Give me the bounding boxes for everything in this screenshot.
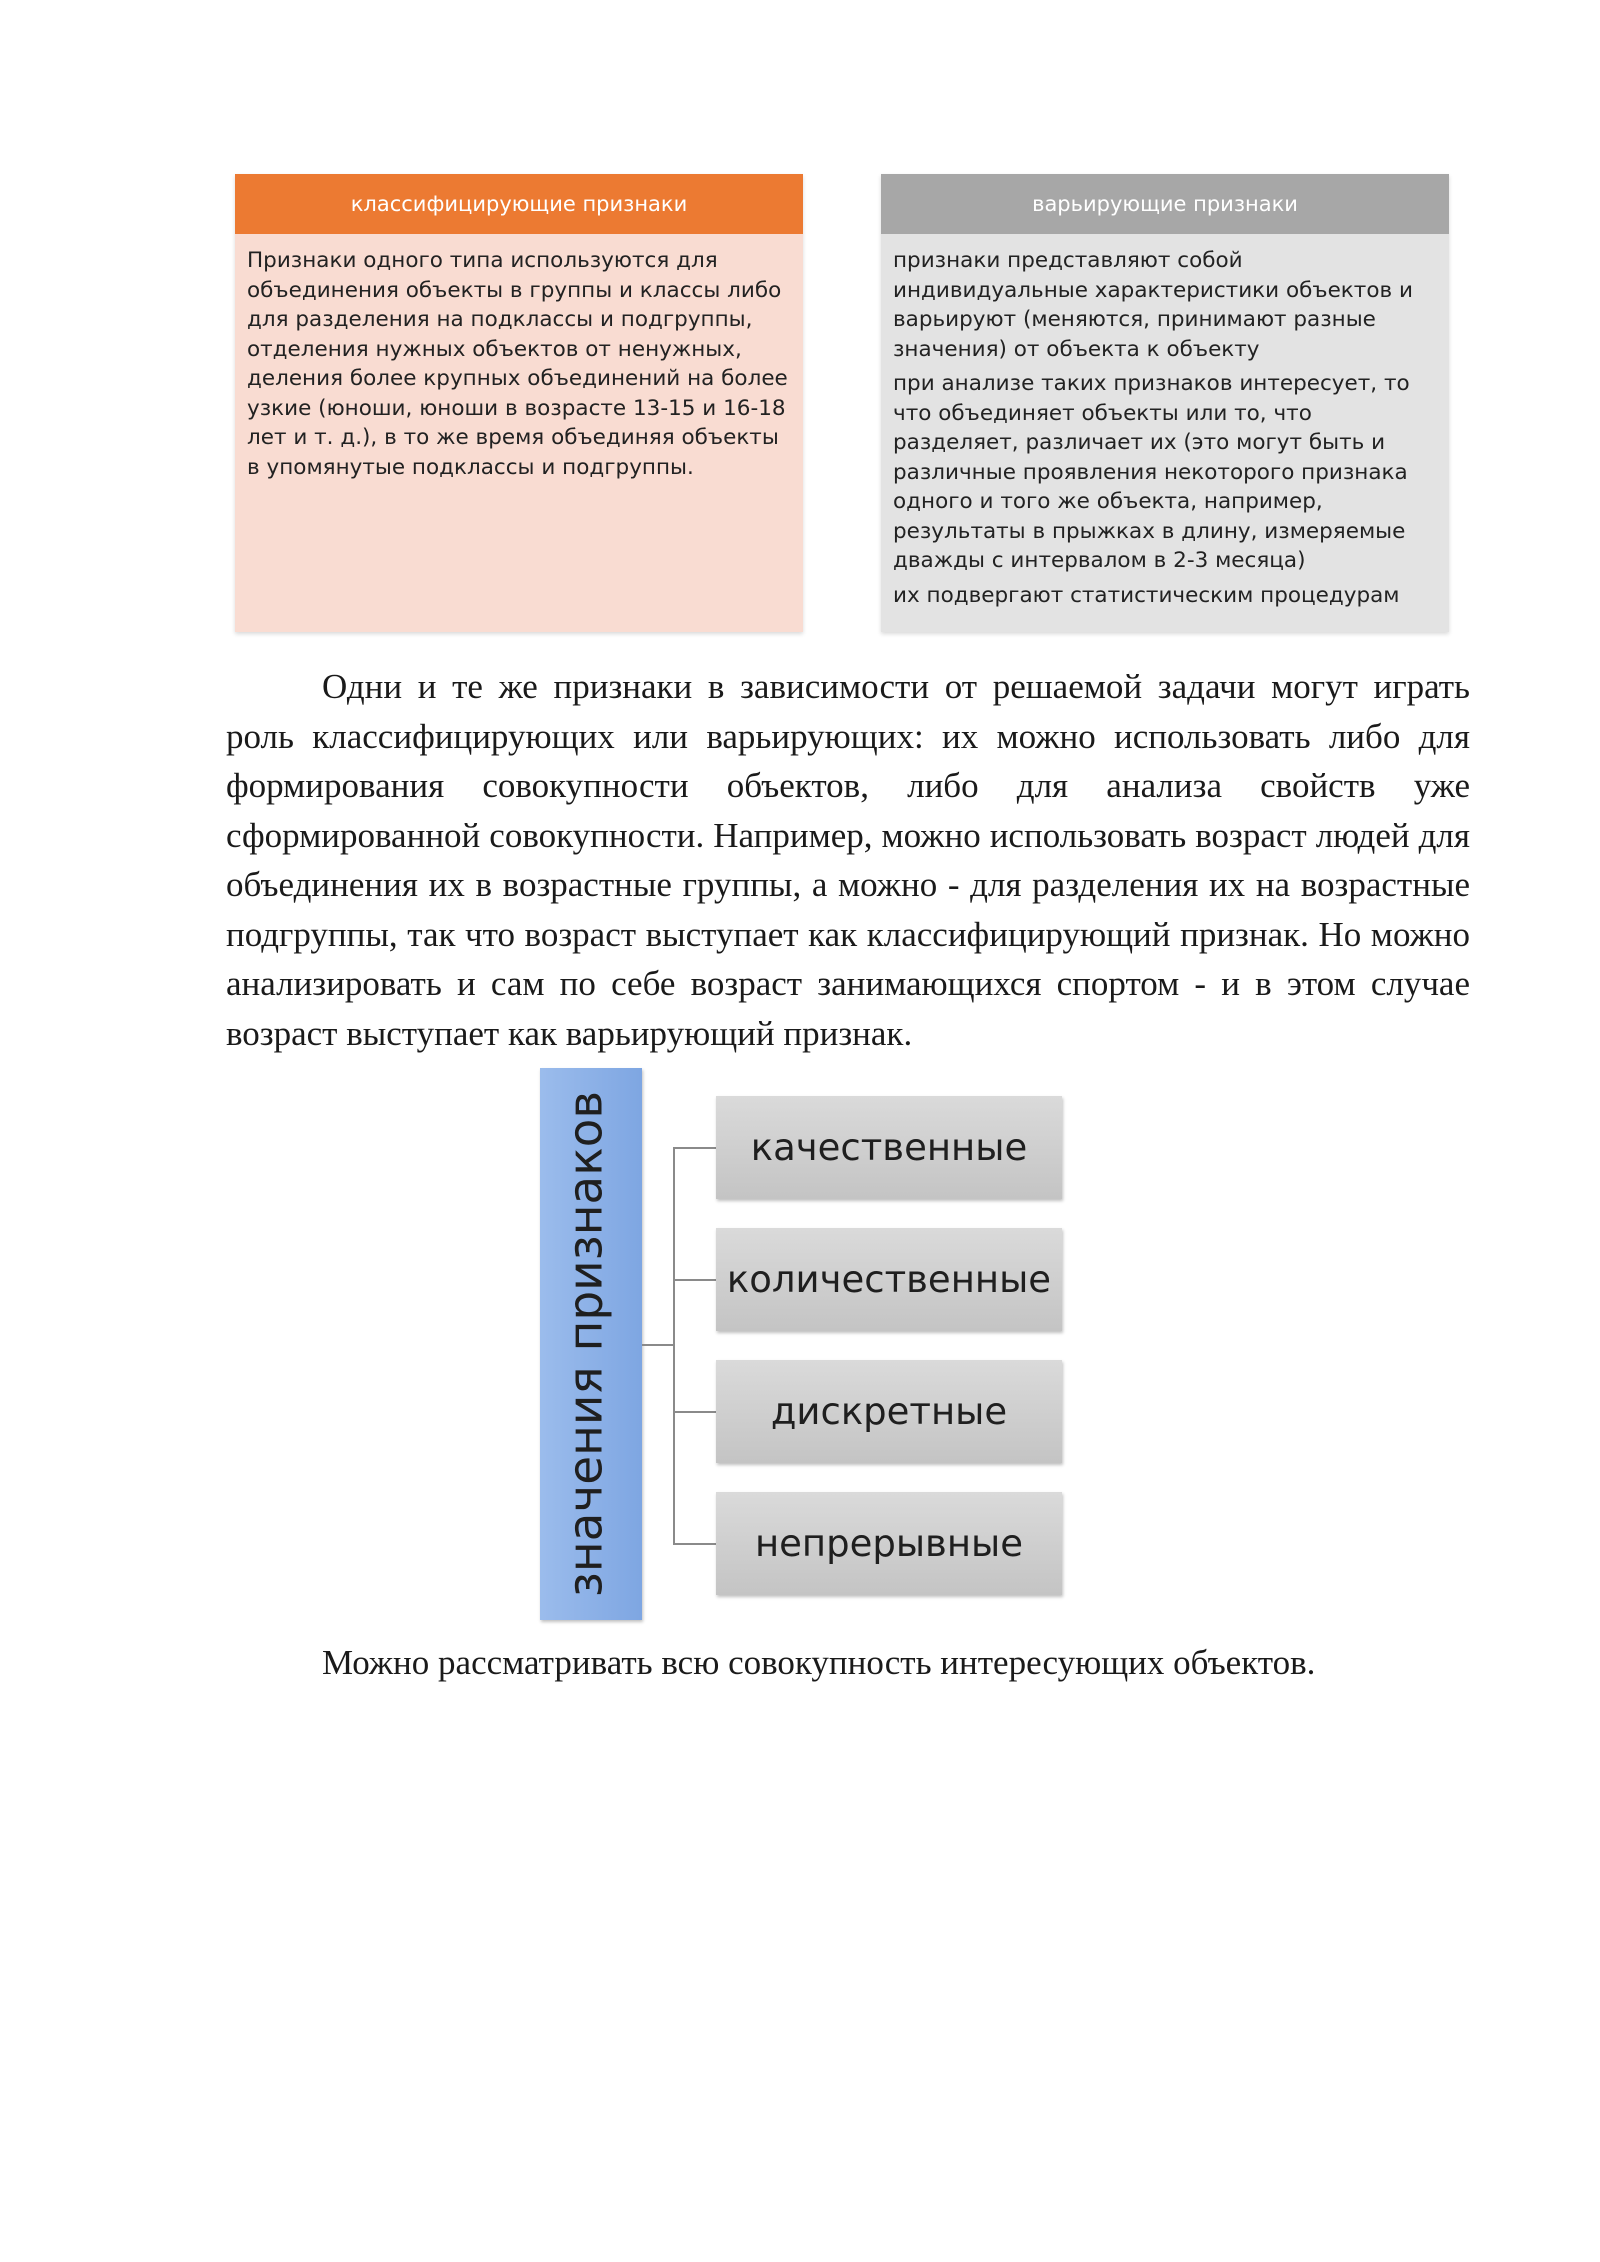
- classifying-features-card: [235, 174, 803, 632]
- body-paragraph: Одни и те же признаки в зависимости от решаемой задачи могут играть роль классифицирующих или варьирующих: их можно использовать либо для формирования совокупности объектов, либо для анализа свойств уже сформированной совокупности. Например, можно использовать возраст людей для объединения их в возрастные группы, а можно - для разделения их на возрастные подгруппы, так что возраст выступает как классифицирующий признак. Но можно анализировать и сам по себе возраст занимающихся спортом - и в этом случае возраст выступает как варьирующий признак.: [226, 667, 1470, 1053]
- card-body: [881, 234, 1449, 610]
- diagram-node-continuous: непрерывные: [716, 1492, 1062, 1595]
- varying-features-card: [881, 174, 1449, 632]
- diagram-node-discrete: дискретные: [716, 1360, 1062, 1463]
- feature-values-diagram: [530, 1068, 1070, 1624]
- card-text: при анализе таких признаков интересует, то что объединяет объекты или то, что разделяет, различает их (это могут быть и различные проявления некоторого признака одного и того же объекта, например, результаты в прыжках в длину, измеряемые дважды с интервалом в 2-3 месяца): [893, 371, 1410, 573]
- card-header: варьирующие признаки: [881, 174, 1449, 234]
- card-text: их подвергают статистическим процедурам: [893, 582, 1400, 608]
- diagram-node-qualitative: качественные: [716, 1096, 1062, 1199]
- card-text: признаки представляют собой индивидуальные характеристики объектов и варьируют (меняются, принимают разные значения) от объекта к объекту: [893, 248, 1413, 362]
- connector-line: [673, 1147, 716, 1149]
- diagram-root-label: значения признаков: [558, 1090, 614, 1598]
- card-body: [235, 234, 803, 482]
- body-paragraph: Можно рассматривать всю совокупность интересующих объектов.: [322, 1643, 1316, 1682]
- connector-line: [673, 1147, 675, 1543]
- connector-line: [673, 1411, 716, 1413]
- diagram-node-quantitative: количественные: [716, 1228, 1062, 1331]
- card-text: Признаки одного типа используются для объединения объекты в группы и классы либо для разделения на подклассы и подгруппы, отделения нужных объектов от ненужных, деления более крупных объединений на более узкие (юноши, юноши в возрасте 13-15 и 16-18 лет и т. д.), в то же время объединяя объекты в упомянутые подклассы и подгруппы.: [247, 248, 788, 480]
- connector-line: [642, 1344, 674, 1346]
- card-header: классифицирующие признаки: [235, 174, 803, 234]
- connector-line: [673, 1543, 716, 1545]
- connector-line: [673, 1279, 716, 1281]
